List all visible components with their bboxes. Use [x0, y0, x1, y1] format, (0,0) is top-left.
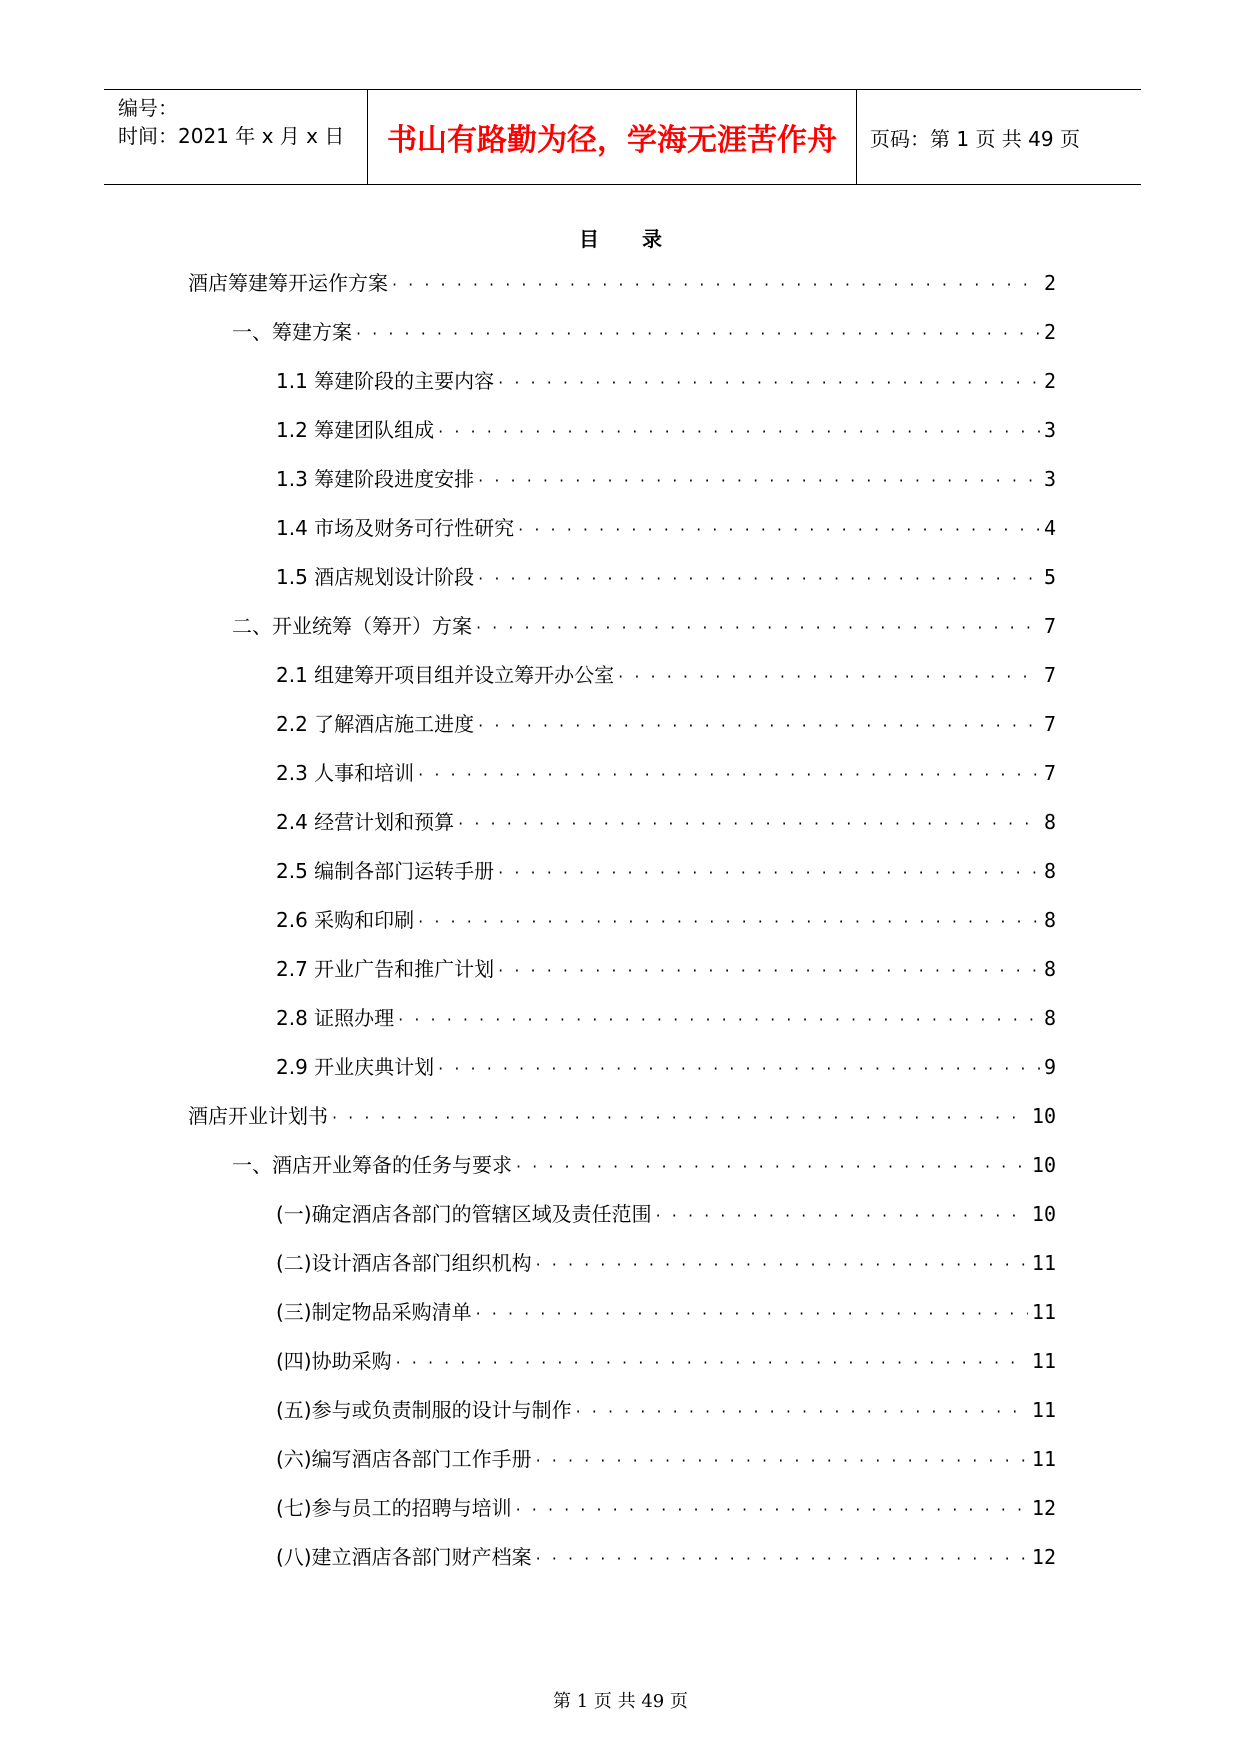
toc-leader-dots	[438, 1054, 1040, 1084]
toc-entry-page: 2	[1043, 369, 1056, 393]
toc-entry-label: 1.2 筹建团队组成	[276, 418, 435, 442]
toc-leader-dots	[498, 956, 1040, 986]
toc-leader-dots	[498, 858, 1040, 888]
toc-entry-page: 12	[1031, 1545, 1056, 1569]
toc-entry[interactable]	[276, 464, 1056, 496]
toc-leader-dots	[618, 662, 1040, 692]
toc-entry[interactable]	[276, 513, 1056, 545]
toc-entry-page: 4	[1043, 516, 1056, 540]
toc-entry-label: (二)设计酒店各部门组织机构	[276, 1251, 532, 1275]
toc-entry-label: 二、开业统筹（筹开）方案	[232, 614, 472, 638]
toc-leader-dots	[536, 1544, 1028, 1574]
toc-entry[interactable]	[188, 268, 1056, 300]
toc-leader-dots	[516, 1495, 1028, 1525]
toc-leader-dots	[332, 1103, 1028, 1133]
toc-leader-dots	[396, 1348, 1028, 1378]
toc-entry-page: 11	[1031, 1447, 1056, 1471]
toc-leader-dots	[516, 1152, 1028, 1182]
toc-entry-page: 11	[1031, 1300, 1056, 1324]
toc-entry[interactable]	[276, 1003, 1056, 1035]
toc-entry[interactable]	[232, 1150, 1056, 1182]
toc-entry[interactable]	[276, 562, 1056, 594]
toc-entry-page: 7	[1043, 761, 1056, 785]
toc-leader-dots	[536, 1446, 1028, 1476]
time-label: 时间：2021 年 x 月 x 日	[118, 124, 345, 148]
toc-entry[interactable]	[276, 1395, 1056, 1427]
page-footer: 第 1 页 共 49 页	[553, 1691, 688, 1712]
toc-entry[interactable]	[276, 366, 1056, 398]
toc-title: 目 录	[579, 227, 680, 251]
toc-entry-label: (四)协助采购	[276, 1349, 392, 1373]
toc-entry[interactable]	[276, 758, 1056, 790]
toc-entry-page: 12	[1031, 1496, 1056, 1520]
header-divider-right	[856, 90, 857, 184]
toc-leader-dots	[478, 564, 1040, 594]
toc-entry-page: 8	[1043, 859, 1056, 883]
toc-entry-page: 2	[1043, 271, 1056, 295]
toc-leader-dots	[536, 1250, 1028, 1280]
toc-entry-label: (三)制定物品采购清单	[276, 1300, 472, 1324]
toc-entry-label: 2.8 证照办理	[276, 1006, 395, 1030]
toc-entry-page: 3	[1043, 418, 1056, 442]
toc-entry-label: (五)参与或负责制服的设计与制作	[276, 1398, 572, 1422]
number-label: 编号：	[118, 96, 178, 120]
toc-entry-label: 2.3 人事和培训	[276, 761, 415, 785]
toc-entry-page: 10	[1031, 1104, 1056, 1128]
toc-entry-page: 10	[1031, 1202, 1056, 1226]
toc-entry-label: 1.5 酒店规划设计阶段	[276, 565, 475, 589]
toc-entry-label: 2.2 了解酒店施工进度	[276, 712, 475, 736]
toc-entry[interactable]	[232, 317, 1056, 349]
toc-entry[interactable]	[276, 1052, 1056, 1084]
toc-entry-label: (七)参与员工的招聘与培训	[276, 1496, 512, 1520]
toc-entry-label: 2.5 编制各部门运转手册	[276, 859, 495, 883]
toc-leader-dots	[438, 417, 1040, 447]
toc-leader-dots	[392, 270, 1040, 300]
toc-entry[interactable]	[276, 1199, 1056, 1231]
toc-entry[interactable]	[276, 905, 1056, 937]
toc-entry-label: (一)确定酒店各部门的管辖区域及责任范围	[276, 1202, 652, 1226]
toc-entry-page: 5	[1043, 565, 1056, 589]
toc-entry-label: (六)编写酒店各部门工作手册	[276, 1447, 532, 1471]
toc-entry-label: 1.4 市场及财务可行性研究	[276, 516, 515, 540]
toc-entry-page: 11	[1031, 1398, 1056, 1422]
toc-leader-dots	[476, 1299, 1028, 1329]
toc-entry[interactable]	[276, 856, 1056, 888]
toc-entry-label: 一、酒店开业筹备的任务与要求	[232, 1153, 512, 1177]
toc-entry[interactable]	[276, 1248, 1056, 1280]
toc-entry-page: 8	[1043, 810, 1056, 834]
toc-leader-dots	[458, 809, 1040, 839]
toc-leader-dots	[476, 613, 1040, 643]
toc-leader-dots	[478, 711, 1040, 741]
toc-entry-label: 酒店开业计划书	[188, 1104, 328, 1128]
toc-entry-label: 1.1 筹建阶段的主要内容	[276, 369, 495, 393]
toc-entry-page: 7	[1043, 663, 1056, 687]
header-meta	[118, 94, 344, 150]
toc-entry-page: 3	[1043, 467, 1056, 491]
toc-entry-label: (八)建立酒店各部门财产档案	[276, 1545, 532, 1569]
toc-leader-dots	[498, 368, 1040, 398]
toc-entry-page: 11	[1031, 1349, 1056, 1373]
toc-entry-label: 一、筹建方案	[232, 320, 352, 344]
toc-entry[interactable]	[276, 1297, 1056, 1329]
header-motto: 书山有路勤为径，学海无涯苦作舟	[387, 123, 837, 158]
toc-entry-page: 9	[1043, 1055, 1056, 1079]
toc-entry-page: 7	[1043, 614, 1056, 638]
toc-entry-page: 11	[1031, 1251, 1056, 1275]
toc-entry-page: 2	[1043, 320, 1056, 344]
toc-entry-label: 2.6 采购和印刷	[276, 908, 415, 932]
toc-entry[interactable]	[276, 1444, 1056, 1476]
header-page-code: 页码：第 1 页 共 49 页	[870, 126, 1080, 151]
toc-leader-dots	[418, 907, 1040, 937]
toc-entry-page: 7	[1043, 712, 1056, 736]
toc-entry-label: 2.4 经营计划和预算	[276, 810, 455, 834]
toc-leader-dots	[576, 1397, 1028, 1427]
toc-entry-label: 酒店筹建筹开运作方案	[188, 271, 388, 295]
toc-entry-page: 8	[1043, 908, 1056, 932]
toc-leader-dots	[356, 319, 1040, 349]
toc-entry-label: 2.9 开业庆典计划	[276, 1055, 435, 1079]
document-header	[104, 89, 1141, 185]
toc-entry[interactable]	[188, 1101, 1056, 1133]
toc-entry[interactable]	[276, 1493, 1056, 1525]
toc-entry-page: 8	[1043, 1006, 1056, 1030]
toc-entry-label: 1.3 筹建阶段进度安排	[276, 467, 475, 491]
toc-entry[interactable]	[276, 954, 1056, 986]
toc-entry-label: 2.1 组建筹开项目组并设立筹开办公室	[276, 663, 615, 687]
toc-entry[interactable]	[232, 611, 1056, 643]
toc-entry-label: 2.7 开业广告和推广计划	[276, 957, 495, 981]
toc-entry[interactable]	[276, 1542, 1056, 1574]
toc-entry[interactable]	[276, 1346, 1056, 1378]
toc-entry[interactable]	[276, 709, 1056, 741]
toc-entry[interactable]	[276, 807, 1056, 839]
toc-entry-page: 8	[1043, 957, 1056, 981]
toc-entry-page: 10	[1031, 1153, 1056, 1177]
toc-leader-dots	[418, 760, 1040, 790]
toc-leader-dots	[518, 515, 1040, 545]
toc-entry[interactable]	[276, 415, 1056, 447]
toc-leader-dots	[398, 1005, 1040, 1035]
toc-entry[interactable]	[276, 660, 1056, 692]
toc-leader-dots	[478, 466, 1040, 496]
toc-leader-dots	[656, 1201, 1028, 1231]
